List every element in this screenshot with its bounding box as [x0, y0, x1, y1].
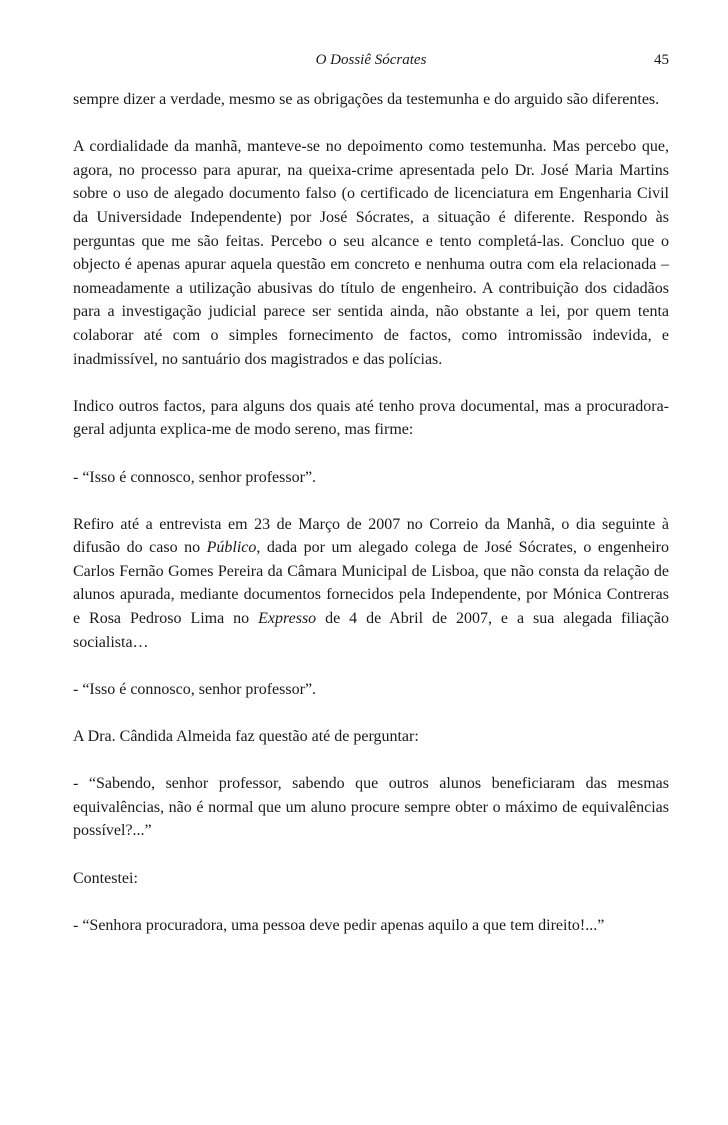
page-body — [73, 88, 669, 937]
interview-text-1: Refiro até a entrevista em 23 de Março de 2007 no Correio da Manhã, o dia seguinte à difusão do caso no — [73, 515, 669, 557]
paragraph-testimony: A cordialidade da manhã, manteve-se no depoimento como testemunha. Mas percebo que, agora, no processo para apurar, na queixa-crime apresentada pelo Dr. José Maria Martins sobre o uso de alegado documento falso (o certificado de licenciatura em Engenharia Civil da Universidade Independente) por José Sócrates, a situação é diferente. Respondo às perguntas que me são feitas. Percebo o seu alcance e tento completá-las. Concluo que o objecto é apenas apurar aquela questão em concreto e nenhuma outra com ela relacionada – nomeadamente a utilização abusivas do título de engenheiro. A contribuição dos cidadãos para a investigação judicial parece ser sentida ainda, não obstante a lei, por quem tenta colaborar até com o simples fornecimento de factos, como intromissão indevida, e inadmissível, no santuário dos magistrados e das polícias. — [73, 138, 669, 368]
publico-title: Público — [206, 539, 257, 557]
page-number: 45 — [654, 52, 669, 68]
paragraph-interview — [73, 513, 669, 655]
expresso-title: Expresso — [258, 610, 317, 628]
interview-text-3: de 4 de Abril de 2007, e a sua alegada filiação socialista… — [73, 610, 670, 651]
running-header — [73, 50, 669, 76]
running-title: O Dossiê Sócrates — [315, 52, 427, 68]
interview-text-2: , dada por um alegado colega de José Sócrates, o engenheiro Carlos Fernão Gomes Pereira da Câmara Municipal de Lisboa, que não consta da relação de alunos apurada, mediante documentos fornecidos pela Independente, por Mónica Contreras e Rosa Pedroso Lima no — [73, 539, 670, 628]
quote-question: - “Sabendo, senhor professor, sabendo que outros alunos beneficiaram das mesmas equivalências, não é normal que um aluno procure sempre obter o máximo de equivalências possível?...” — [73, 775, 669, 840]
paragraph-contestei: Contestei: — [73, 869, 138, 887]
quote-prosecutor-1: - “Isso é connosco, senhor professor”. — [73, 468, 317, 486]
quote-reply: - “Senhora procuradora, uma pessoa deve pedir apenas aquilo a que tem direito!...” — [73, 916, 605, 934]
paragraph-other-facts: Indico outros factos, para alguns dos quais até tenho prova documental, mas a procuradora-geral adjunta explica-me de modo sereno, mas firme: — [73, 397, 669, 439]
paragraph-candida-almeida: A Dra. Cândida Almeida faz questão até de perguntar: — [73, 728, 419, 746]
paragraph-continuation: sempre dizer a verdade, mesmo se as obrigações da testemunha e do arguido são diferentes. — [73, 91, 660, 108]
quote-prosecutor-2: - “Isso é connosco, senhor professor”. — [73, 680, 317, 698]
